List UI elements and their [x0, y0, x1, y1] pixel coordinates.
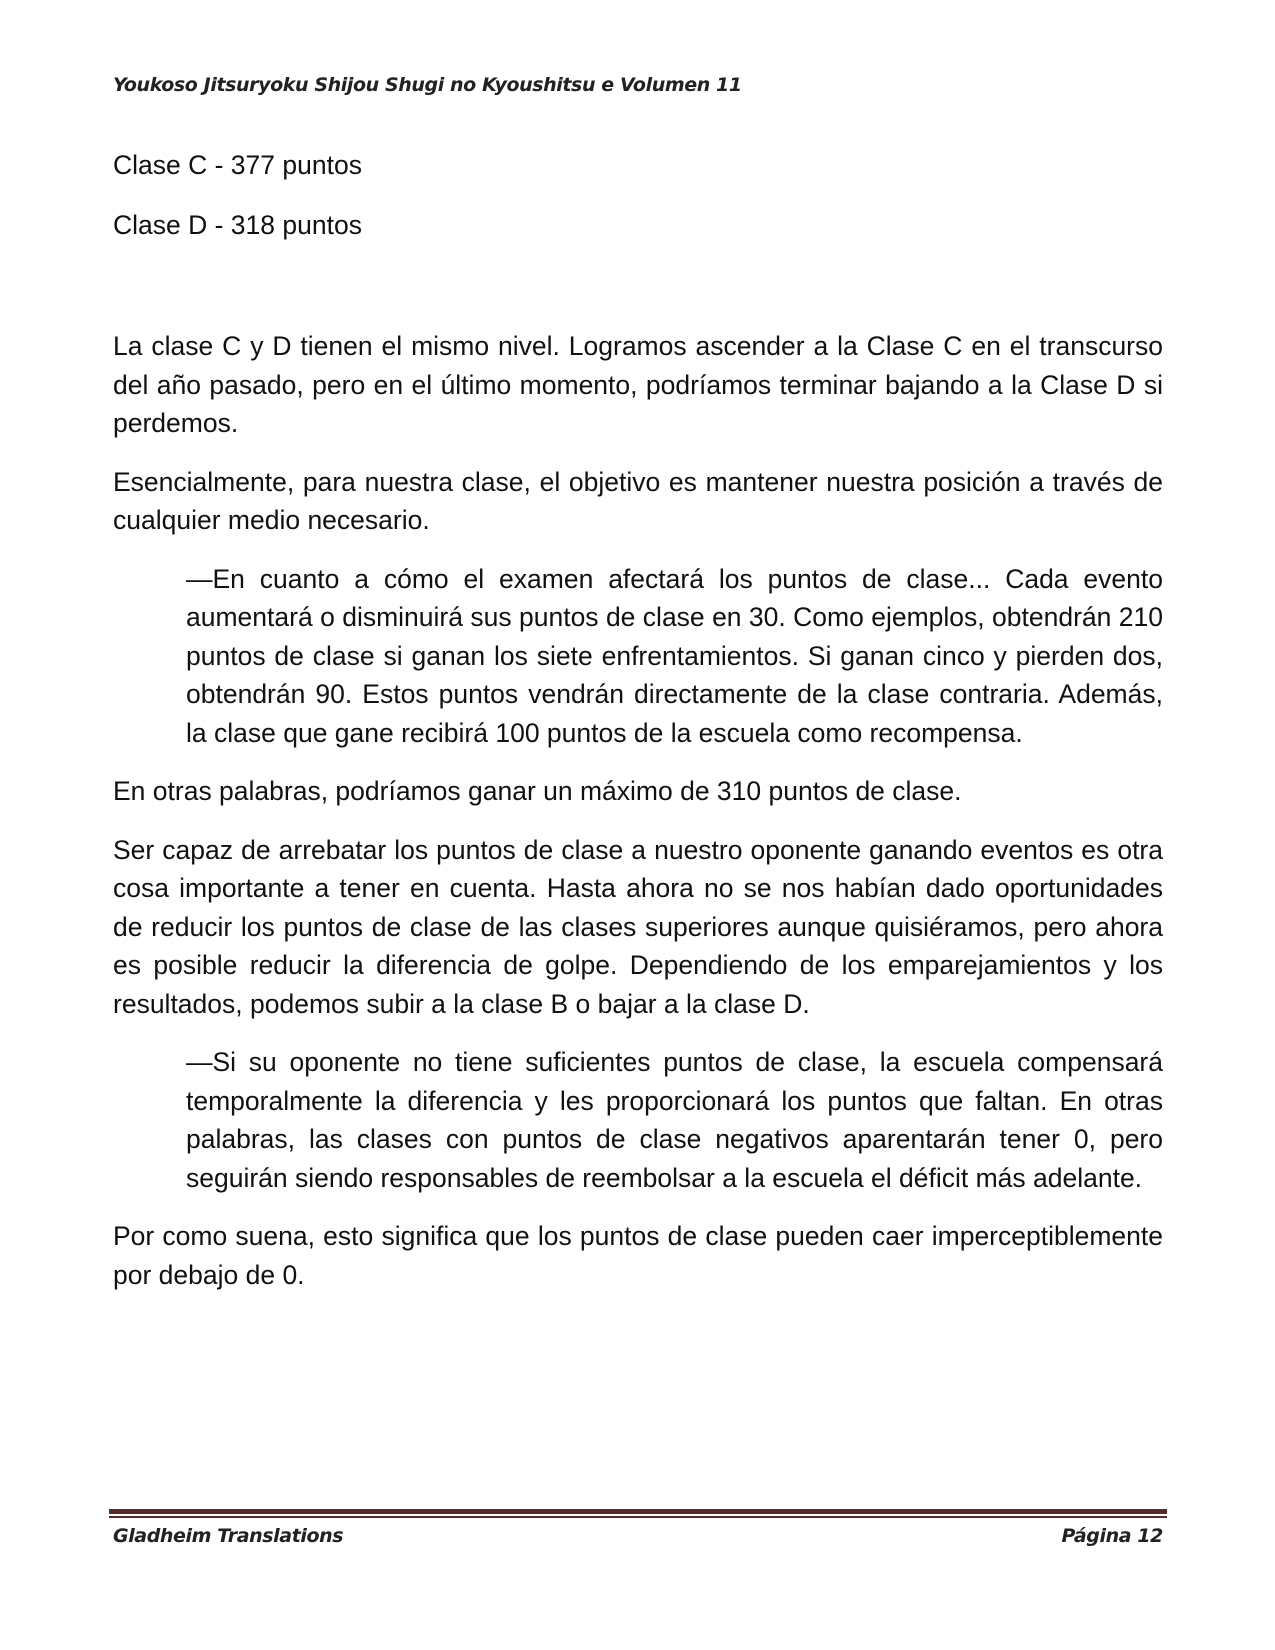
dialogue-paragraph: —En cuanto a cómo el examen afectará los puntos de clase... Cada evento aumentará o disminuirá sus puntos de clase en 30. Como ejemplos, obtendrán 210 puntos de clase si ganan los siete enfrentamientos. Si ganan cinco y pierden dos, obtendrán 90. Estos puntos vendrán directamente de la clase contraria. Además, la clase que gane recibirá 100 puntos de la escuela como recompensa. — [186, 563, 1163, 748]
footer-divider-thin — [109, 1516, 1167, 1518]
class-score-line: Clase D - 318 puntos — [113, 209, 362, 240]
footer-page-number: Página 12 — [1061, 1525, 1163, 1547]
page-body — [113, 146, 1163, 1314]
footer-divider-thick — [109, 1509, 1167, 1514]
page-header-title: Youkoso Jitsuryoku Shijou Shugi no Kyoushitsu e Volumen 11 — [113, 74, 742, 96]
body-paragraph: Esencialmente, para nuestra clase, el objetivo es mantener nuestra posición a través de cualquier medio necesario. — [113, 466, 1163, 535]
dialogue-paragraph: —Si su oponente no tiene suficientes puntos de clase, la escuela compensará temporalmente la diferencia y les proporcionará los puntos que faltan. En otras palabras, las clases con puntos de clase negativos aparentarán tener 0, pero seguirán siendo responsables de reembolsar a la escuela el déficit más adelante. — [186, 1047, 1163, 1193]
body-paragraph: En otras palabras, podríamos ganar un máximo de 310 puntos de clase. — [113, 776, 962, 806]
body-paragraph: Por como suena, esto significa que los puntos de clase pueden caer imperceptiblemente por debajo de 0. — [113, 1221, 1163, 1290]
body-paragraph: Ser capaz de arrebatar los puntos de clase a nuestro oponente ganando eventos es otra cosa importante a tener en cuenta. Hasta ahora no se nos habían dado oportunidades de reducir los puntos de clase de las clases superiores aunque quisiéramos, pero ahora es posible reducir la diferencia de golpe. Dependiendo de los emparejamientos y los resultados, podemos subir a la clase B o bajar a la clase D. — [113, 834, 1163, 1019]
footer-translator-credit: Gladheim Translations — [113, 1525, 344, 1547]
class-score-line: Clase C - 377 puntos — [113, 150, 362, 180]
body-paragraph: La clase C y D tienen el mismo nivel. Logramos ascender a la Clase C en el transcurso del año pasado, pero en el último momento, podríamos terminar bajando a la Clase D si perdemos. — [113, 331, 1163, 438]
section-spacer — [113, 265, 1163, 327]
